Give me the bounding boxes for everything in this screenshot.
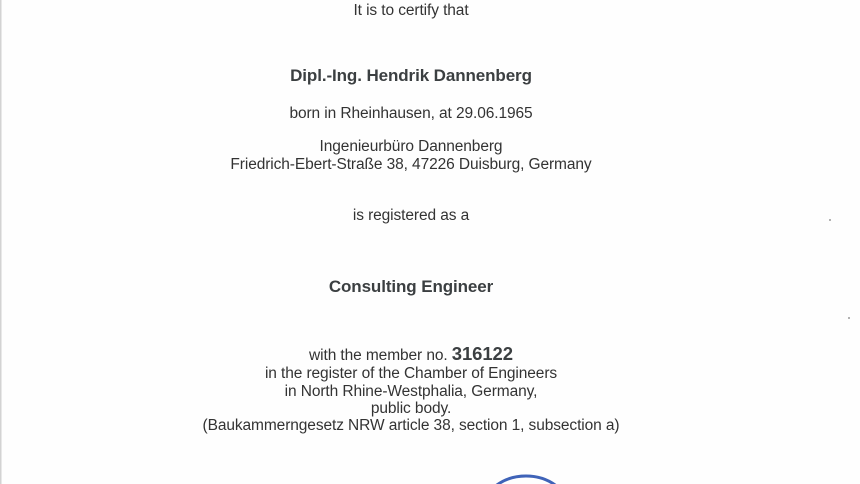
register-line-1: in the register of the Chamber of Engineers xyxy=(264,365,558,382)
intro-text: It is to certify that xyxy=(353,2,469,19)
register-line-3: public body. xyxy=(370,400,452,417)
member-number-prefix: with the member no. xyxy=(309,347,448,364)
company-name: Ingenieurbüro Dannenberg xyxy=(319,138,503,155)
official-seal xyxy=(478,472,574,484)
holder-name: Dipl.-Ing. Hendrik Dannenberg xyxy=(290,66,532,85)
company-address: Friedrich-Ebert-Straße 38, 47226 Duisburg, Germany xyxy=(230,156,592,173)
scan-speck xyxy=(829,219,831,221)
register-line-2: in North Rhine-Westphalia, Germany, xyxy=(284,383,538,400)
seal-outer-ring xyxy=(482,476,570,484)
professional-title: Consulting Engineer xyxy=(328,277,494,296)
member-number-line xyxy=(0,345,822,365)
scan-speck xyxy=(848,317,850,319)
member-number: 316122 xyxy=(451,343,513,364)
legal-reference: (Baukammerngesetz NRW article 38, section 1, subsection a) xyxy=(202,417,620,434)
birth-info: born in Rheinhausen, at 29.06.1965 xyxy=(289,105,533,122)
registered-as-text: is registered as a xyxy=(352,207,470,224)
